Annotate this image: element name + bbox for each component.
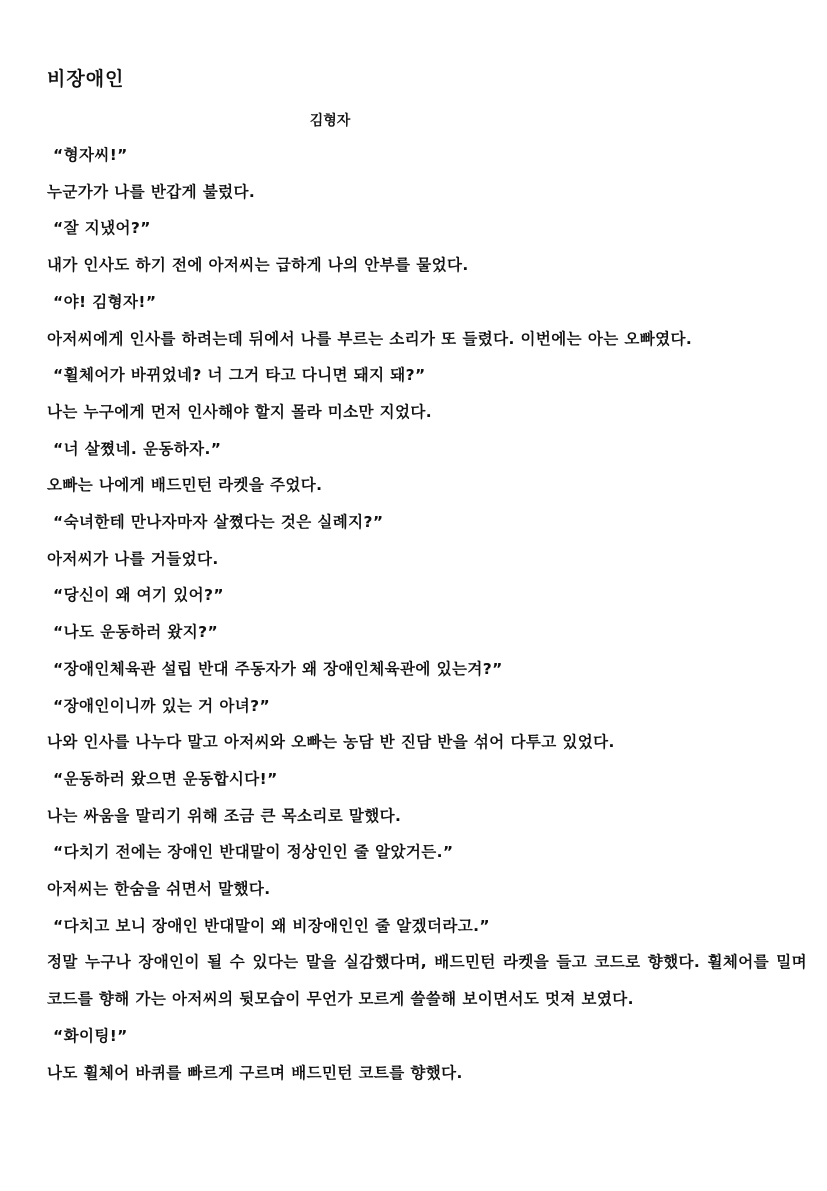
paragraph: “화이팅!” bbox=[53, 1026, 128, 1045]
paragraph: “장애인체육관 설립 반대 주동자가 왜 장애인체육관에 있는겨?” bbox=[53, 659, 503, 678]
paragraph: 나는 싸움을 말리기 위해 조금 큰 목소리로 말했다. bbox=[47, 806, 402, 825]
paragraph: 누군가가 나를 반갑게 불렀다. bbox=[47, 182, 256, 201]
story-body bbox=[47, 137, 807, 1091]
paragraph: “다치고 보니 장애인 반대말이 왜 비장애인인 줄 알겠더라고.” bbox=[53, 916, 490, 935]
paragraph: 나와 인사를 나누다 말고 아저씨와 오빠는 농담 반 진담 반을 섞어 다투고 있었다. bbox=[47, 733, 615, 752]
author-name: 김형자 bbox=[309, 113, 351, 129]
paragraph: “운동하러 왔으면 운동합시다!” bbox=[53, 769, 278, 788]
paragraph: 내가 인사도 하기 전에 아저씨는 급하게 나의 안부를 물었다. bbox=[47, 256, 469, 275]
paragraph: 정말 누구나 장애인이 될 수 있다는 말을 실감했다며, 배드민턴 라켓을 들고 코드로 향했다. 휠체어를 밀며 코드를 향해 가는 아저씨의 뒷모습이 무언가 모르게 쓸쓸해 보이면서도 멋져 보였다. bbox=[47, 953, 807, 1009]
paragraph: 나는 누구에게 먼저 인사해야 할지 몰라 미소만 지었다. bbox=[47, 402, 433, 421]
paragraph: “너 살쪘네. 운동하자.” bbox=[53, 439, 222, 458]
paragraph: “잘 지냈어?” bbox=[53, 219, 151, 238]
paragraph: “숙녀한테 만나자마자 살쪘다는 것은 실례지?” bbox=[53, 513, 384, 532]
document-title: 비장애인 bbox=[47, 68, 125, 90]
paragraph: “야! 김형자!” bbox=[53, 292, 157, 311]
paragraph: “휠체어가 바뀌었네? 너 그거 타고 다니면 돼지 돼?” bbox=[53, 366, 426, 385]
paragraph: “장애인이니까 있는 거 아녀?” bbox=[53, 696, 271, 715]
paragraph: “당신이 왜 여기 있어?” bbox=[53, 586, 224, 605]
paragraph: “형자씨!” bbox=[53, 146, 128, 164]
paragraph: “다치기 전에는 장애인 반대말이 정상인인 줄 알았거든.” bbox=[53, 843, 454, 862]
paragraph: “나도 운동하러 왔지?” bbox=[53, 623, 219, 642]
paragraph: 아저씨가 나를 거들었다. bbox=[47, 549, 219, 568]
paragraph: 아저씨에게 인사를 하려는데 뒤에서 나를 부르는 소리가 또 들렸다. 이번에는 아는 오빠였다. bbox=[47, 329, 693, 348]
paragraph: 오빠는 나에게 배드민턴 라켓을 주었다. bbox=[47, 476, 323, 495]
paragraph: 나도 휠체어 바퀴를 빠르게 구르며 배드민턴 코트를 향했다. bbox=[47, 1063, 463, 1082]
paragraph: 아저씨는 한숨을 쉬면서 말했다. bbox=[47, 880, 271, 899]
